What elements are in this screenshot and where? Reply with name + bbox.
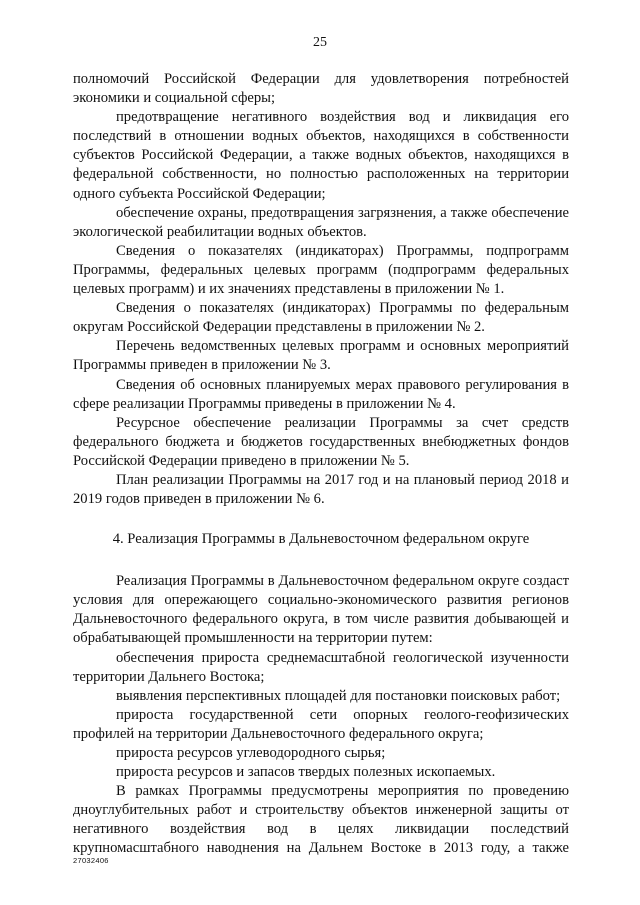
paragraph: План реализации Программы на 2017 год и на плановый период 2018 и 2019 годов приведен в приложении № 6.	[73, 471, 569, 508]
paragraph: Реализация Программы в Дальневосточном федеральном округе создаст условия для опережающего социально-экономического развития регионов Дальневосточного федерального округа, в том числе развития добывающей и обрабатывающей промышленности на территории путем:	[73, 573, 569, 647]
paragraph: прироста ресурсов углеводородного сырья;	[116, 745, 386, 761]
document-code: 27032406	[73, 856, 109, 865]
document-body	[73, 70, 569, 859]
paragraph: прироста государственной сети опорных геолого-геофизических профилей на территории Дальневосточного федерального округа;	[73, 706, 569, 742]
paragraph: предотвращение негативного воздействия вод и ликвидация его последствий в отношении водных объектов, находящихся в собственности субъектов Российской Федерации, а также водных объектов, находящихся в федеральной собственности, но полностью расположенных на территории одного субъекта Российской Федерации;	[73, 109, 569, 202]
paragraph: прироста ресурсов и запасов твердых полезных ископаемых.	[116, 764, 496, 781]
paragraph: Сведения об основных планируемых мерах правового регулирования в сфере реализации Программы приведены в приложении № 4.	[73, 376, 569, 412]
paragraph: полномочий Российской Федерации для удовлетворения потребностей экономики и социальной сферы;	[73, 71, 569, 107]
section-heading: 4. Реализация Программы в Дальневосточном федеральном округе	[112, 531, 530, 548]
paragraph: обеспечения прироста среднемасштабной геологической изученности территории Дальнего Востока;	[73, 649, 569, 685]
paragraph: Сведения о показателях (индикаторах) Программы, подпрограмм Программы, федеральных целевых программ (подпрограмм федеральных целевых программ) и их значениях представлены в приложении № 1.	[73, 242, 569, 298]
paragraph: выявления перспективных площадей для постановки поисковых работ;	[116, 687, 561, 704]
page-number: 25	[313, 35, 327, 50]
paragraph: В рамках Программы предусмотрены мероприятия по проведению дноуглубительных работ и строительству объектов инженерной защиты от негативного воздействия вод в целях ликвидации последствий крупномасштабного наводнения на Дальнем Востоке в 2013 году, а также	[73, 783, 569, 857]
paragraph: Сведения о показателях (индикаторах) Программы по федеральным округам Российской Федерации представлены в приложении № 2.	[73, 300, 569, 336]
paragraph: Перечень ведомственных целевых программ и основных мероприятий Программы приведен в приложении № 3.	[73, 338, 569, 374]
paragraph: Ресурсное обеспечение реализации Программы за счет средств федерального бюджета и бюджетов государственных внебюджетных фондов Российской Федерации приведено в приложении № 5.	[73, 414, 569, 469]
paragraph: обеспечение охраны, предотвращения загрязнения, а также обеспечение экологической реабилитации водных объектов.	[73, 204, 569, 240]
